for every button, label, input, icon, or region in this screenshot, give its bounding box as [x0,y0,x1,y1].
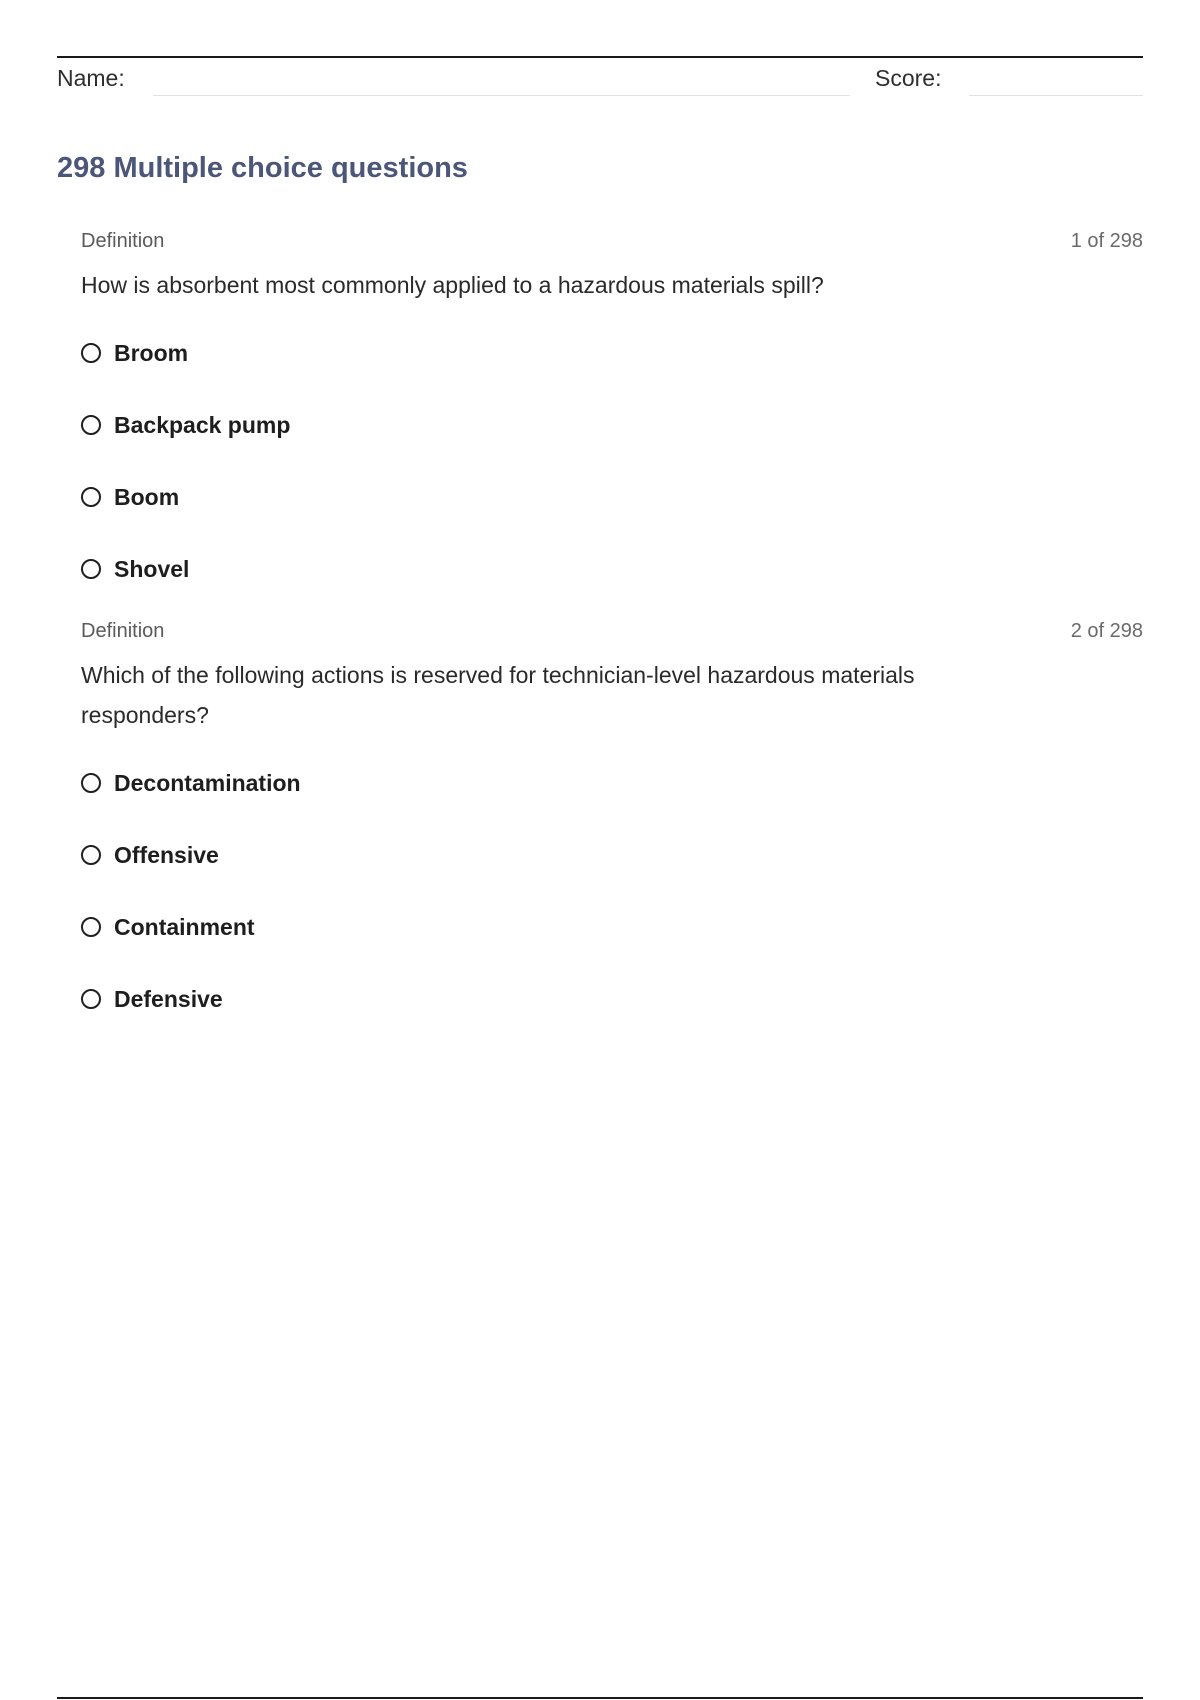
option-label: Boom [114,483,180,510]
radio-circle-icon[interactable] [81,989,101,1009]
question-type: Definition [81,230,165,252]
question-text: Which of the following actions is reserved for technician-level hazardous materials responders? [81,662,915,728]
radio-circle-icon[interactable] [81,845,101,865]
question-meta [81,617,1143,645]
answer-option[interactable] [81,317,1143,389]
answer-option[interactable] [81,533,1143,605]
answer-option[interactable] [81,461,1143,533]
question-2 [81,617,1143,1035]
option-label: Shovel [114,555,190,582]
answer-options [81,317,1143,605]
score-label: Score: [875,65,942,91]
option-label: Decontamination [114,769,301,796]
question-counter: 2 of 298 [1070,620,1143,642]
radio-circle-icon[interactable] [81,487,101,507]
option-label: Broom [114,339,189,366]
question-text: How is absorbent most commonly applied to a hazardous materials spill? [81,272,824,298]
question-1 [81,227,1143,605]
radio-circle-icon[interactable] [81,415,101,435]
radio-circle-icon[interactable] [81,773,101,793]
radio-circle-icon[interactable] [81,559,101,579]
answer-option[interactable] [81,389,1143,461]
top-divider [57,56,1143,58]
bottom-divider [57,1697,1143,1699]
page-title: 298 Multiple choice questions [57,152,468,184]
radio-circle-icon[interactable] [81,917,101,937]
option-label: Backpack pump [114,411,291,438]
option-label: Containment [114,913,255,940]
answer-options [81,747,1143,1035]
radio-circle-icon[interactable] [81,343,101,363]
option-label: Defensive [114,985,223,1012]
score-field[interactable] [969,95,1143,96]
answer-option[interactable] [81,891,1143,963]
question-meta [81,227,1143,255]
name-field[interactable] [153,95,850,96]
worksheet-header [57,62,1143,98]
name-label: Name: [57,65,125,91]
question-counter: 1 of 298 [1070,230,1143,252]
option-label: Offensive [114,841,219,868]
answer-option[interactable] [81,963,1143,1035]
answer-option[interactable] [81,819,1143,891]
question-type: Definition [81,620,165,642]
answer-option[interactable] [81,747,1143,819]
